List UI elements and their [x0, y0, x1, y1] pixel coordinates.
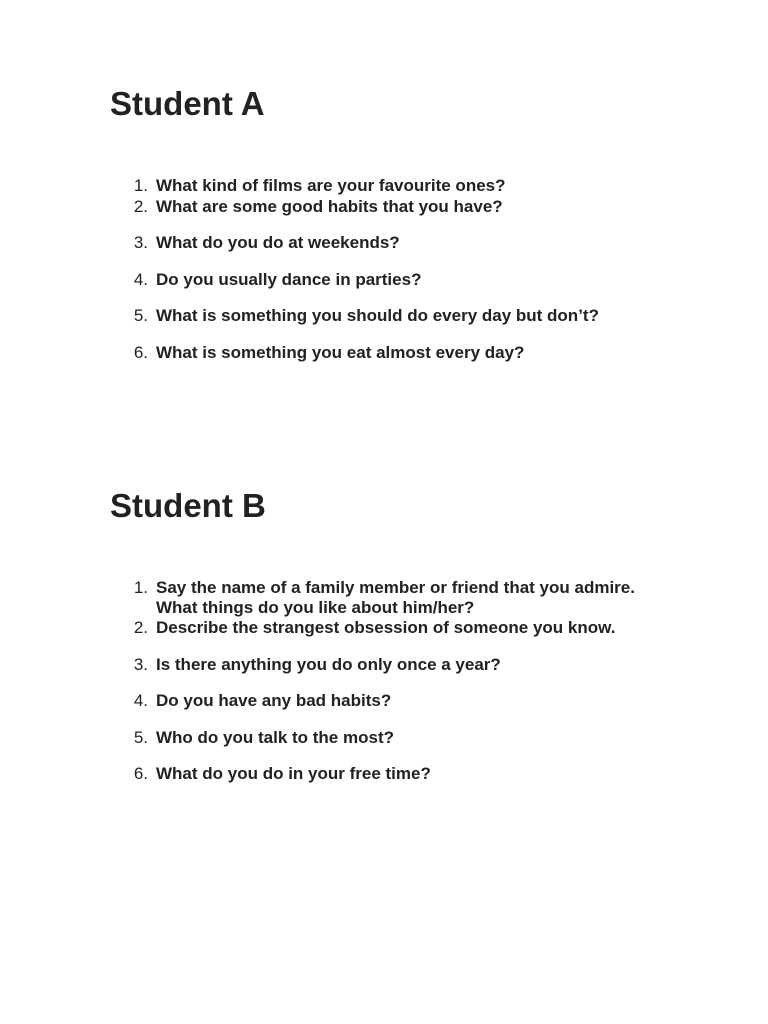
question-number: 1. [133, 176, 148, 195]
question-number: 4. [133, 269, 148, 289]
question-text: Describe the strangest obsession of someone you know. [156, 618, 616, 637]
student-b-question-3 [110, 655, 670, 675]
question-text: Say the name of a family member or friend that you admire. What things do you like about him/her? [156, 578, 635, 617]
student-a-section [110, 84, 670, 362]
student-a-question-list [110, 176, 670, 362]
question-text: What do you do at weekends? [156, 233, 400, 252]
student-a-question-5 [110, 306, 670, 326]
question-number: 6. [133, 342, 148, 362]
question-text: What do you do in your free time? [156, 764, 431, 783]
question-text: What is something you should do every day but don’t? [156, 306, 599, 325]
question-text: What kind of films are your favourite ones? [156, 176, 506, 195]
question-text: Do you have any bad habits? [156, 691, 392, 710]
student-b-question-5 [110, 728, 670, 748]
question-text: What is something you eat almost every day? [156, 342, 525, 362]
student-a-question-3 [110, 233, 670, 253]
question-text: What are some good habits that you have? [156, 196, 503, 216]
question-text: Is there anything you do only once a year? [156, 654, 501, 674]
student-b-question-list [110, 578, 670, 784]
student-a-title: Student A [110, 85, 265, 122]
question-number: 4. [133, 691, 148, 710]
student-a-question-6 [110, 343, 670, 363]
question-number: 2. [133, 618, 148, 637]
student-b-section [110, 486, 670, 784]
student-a-question-2 [110, 197, 670, 217]
student-b-question-2 [110, 618, 670, 638]
student-b-question-4 [110, 691, 670, 711]
student-b-question-6 [110, 764, 670, 784]
question-number: 3. [133, 233, 148, 252]
student-b-title: Student B [110, 487, 266, 524]
student-a-question-1 [110, 176, 670, 196]
question-number: 5. [133, 306, 148, 325]
question-text: Who do you talk to the most? [156, 727, 394, 747]
question-number: 5. [133, 727, 148, 747]
student-b-question-1 [110, 578, 670, 617]
question-number: 6. [133, 764, 148, 783]
question-number: 1. [133, 578, 148, 597]
student-a-question-4 [110, 270, 670, 290]
question-number: 3. [133, 654, 148, 674]
question-text: Do you usually dance in parties? [156, 269, 422, 289]
question-number: 2. [133, 196, 148, 216]
